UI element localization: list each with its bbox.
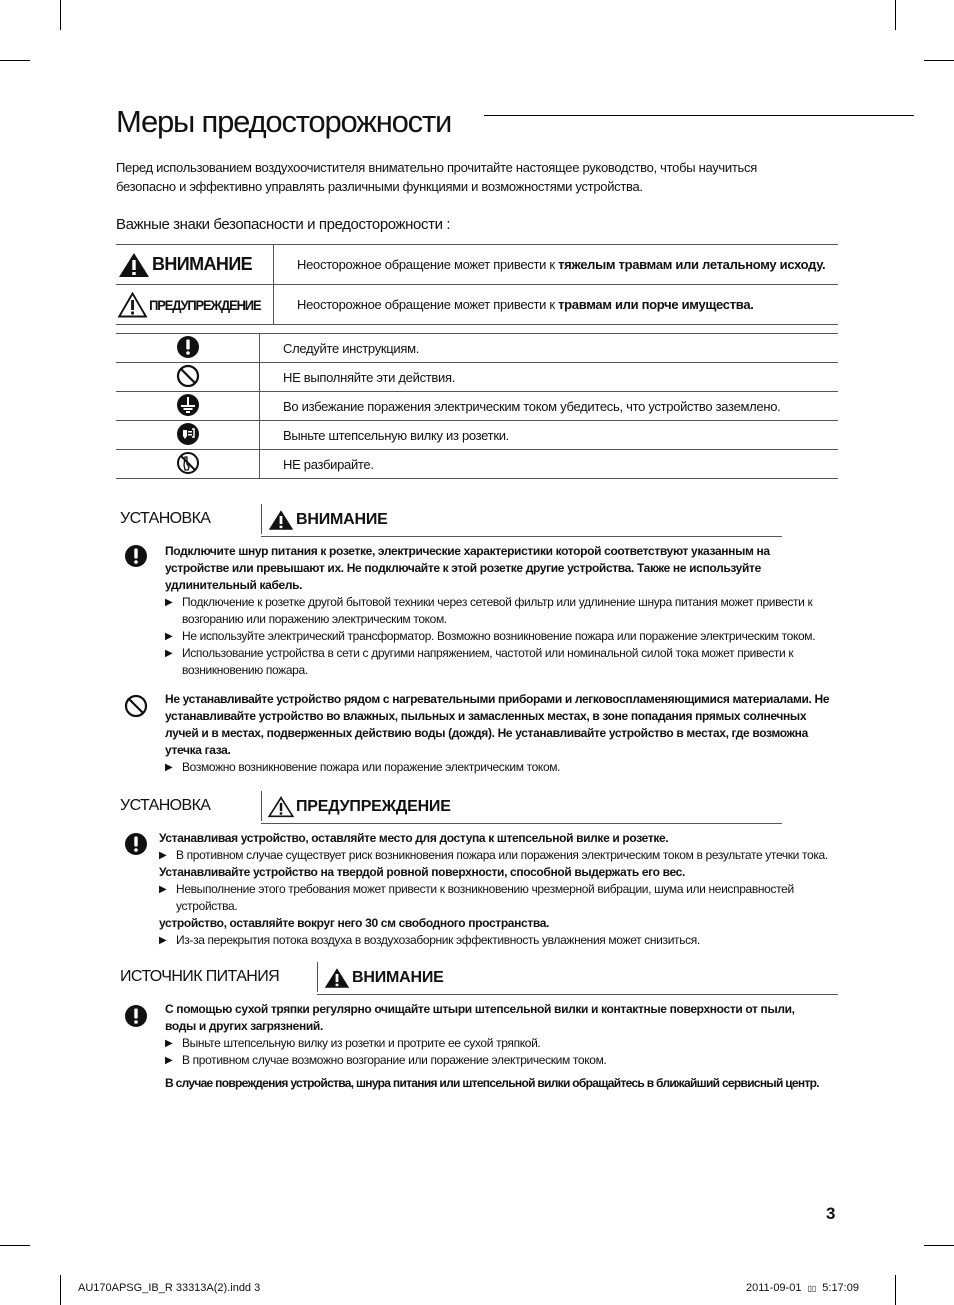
bullet-item: ▶ Выньте штепсельную вилку из розетки и протрите ее сухой тряпкой. [165,1035,825,1052]
warning-triangle-icon [324,967,350,989]
prohibition-icon [124,694,148,718]
instruction-bold: Не устанавливайте устройство рядом с нагревательными приборами и легковоспламеняющимися материалами. Не устанавливайте устройство во влажных, пыльных и замасленных местах, в зоне попадания прямых солнечных лучей и в местах, подверженных действию воды (дождя). Не устанавливайте устройство в местах, где возможна утечка газа. [165,692,830,757]
symbol-text: НЕ разбирайте. [260,450,839,479]
bullet-item: ▶ В противном случае существует риск возникновения пожара или поражения электрическим током в результате утечки тока. [159,847,839,864]
footer-timestamp [746,1282,859,1295]
exclamation-icon [176,335,200,359]
warning-triangle-icon [118,252,150,278]
footer-filename: AU170APSG_IB_R 33313A(2).indd 3 [78,1282,261,1294]
signal-row-caution [116,285,838,325]
caution-triangle-icon [118,292,147,318]
instruction-bold: Устанавливайте устройство на твердой ровной поверхности, способной выдержать его вес. [159,865,685,879]
prohibition-icon [176,364,200,388]
unplug-icon [176,422,200,446]
symbol-row [116,450,838,479]
section-title: ИСТОЧНИК ПИТАНИЯ [120,968,280,985]
ground-icon [176,393,200,417]
service-footnote: В случае повреждения устройства, шнура питания или штепсельной вилки обращайтесь в ближайший сервисный центр. [165,1076,819,1090]
intro-paragraph: Перед использованием воздухоочистителя внимательно прочитайте настоящее руководство, чтобы научиться безопасно и эффективно управлять различными функциями и возможностями устройства. [116,160,757,194]
footer-date: 2011-09-01 [746,1282,802,1294]
exclamation-icon [124,832,148,856]
bullet-item: ▶ Возможно возникновение пожара или поражение электрическим током. [165,759,840,776]
symbol-row [116,363,838,392]
title-rule [484,115,914,116]
caution-triangle-icon [268,796,294,818]
legend-heading: Важные знаки безопасности и предосторожности : [116,216,451,233]
signal-row-warning [116,245,838,285]
section-header [120,508,782,536]
no-disassemble-icon [176,451,200,475]
symbol-text: Выньте штепсельную вилку из розетки. [260,421,839,450]
footer-time-glyph: ▯▯ [807,1284,817,1293]
caution-label: ПРЕДУПРЕЖДЕНИЕ [149,296,261,313]
symbol-text: Во избежание поражения электрическим током убедитесь, что устройство заземлено. [260,392,839,421]
bullet-item: ▶ Из-за перекрытия потока воздуха в воздухозаборник эффективность увлажнения может снизиться. [159,932,839,949]
exclamation-icon [124,544,148,568]
signal-word-table [116,244,838,325]
instruction-block [165,543,835,679]
symbol-row [116,421,838,450]
exclamation-icon [124,1004,148,1028]
instruction-bold: Подключите шнур питания к розетке, электрические характеристики которой соответствуют указанным на устройстве или превышают их. Не подключайте к этой розетке другие устройства. Также не используйте удлинительный кабель. [165,544,770,592]
instruction-bold: С помощью сухой тряпки регулярно очищайте штыри штепсельной вилки и контактные поверхности от пыли, воды и других загрязнений. [165,1002,795,1033]
bullet-item: ▶ Использование устройства в сети с другими напряжением, частотой или номинальной силой тока может привести к возникновению пожара. [165,645,835,679]
warning-label: ВНИМАНИЕ [152,254,253,274]
footer-time: 5:17:09 [822,1282,859,1294]
symbol-row [116,334,838,363]
bullet-item: ▶ Не используйте электрический трансформатор. Возможно возникновение пожара или поражение электрическим током. [165,628,835,645]
instruction-bold: устройство, оставляйте вокруг него 30 см свободного пространства. [159,916,550,930]
symbol-text: Следуйте инструкциям. [260,334,839,363]
bullet-item: ▶ Подключение к розетке другой бытовой техники через сетевой фильтр или удлинение шнура питания может привести к возгоранию или поражению электрическим током. [165,594,835,628]
instruction-block [165,691,840,776]
bullet-item: ▶ Невыполнение этого требования может привести к возникновению чрезмерной вибрации, шума или неисправностей устройства. [159,881,839,915]
section-label: ПРЕДУПРЕЖДЕНИЕ [296,798,451,815]
instruction-block [165,1001,825,1092]
section-header [120,795,782,823]
symbol-text: НЕ выполняйте эти действия. [260,363,839,392]
instruction-bold: Устанавливая устройство, оставляйте место для доступа к штепсельной вилке и розетке. [159,831,669,845]
section-title: УСТАНОВКА [120,510,211,527]
instruction-block [159,830,839,949]
caution-text-bold: травмам или порче имущества. [558,297,754,312]
section-header [120,966,838,994]
section-label: ВНИМАНИЕ [352,969,444,986]
caution-text: Неосторожное обращение может привести к [297,297,559,312]
warning-text-bold: тяжелым травмам или летальному исходу. [558,257,826,272]
symbol-table [116,333,838,479]
section-title: УСТАНОВКА [120,797,211,814]
warning-text: Неосторожное обращение может привести к [297,257,559,272]
symbol-row [116,392,838,421]
page-number: 3 [826,1204,836,1223]
page-title: Меры предосторожности [116,104,452,139]
section-label: ВНИМАНИЕ [296,511,388,528]
warning-triangle-icon [268,509,294,531]
bullet-item: ▶ В противном случае возможно возгорание или поражение электрическим током. [165,1052,825,1069]
